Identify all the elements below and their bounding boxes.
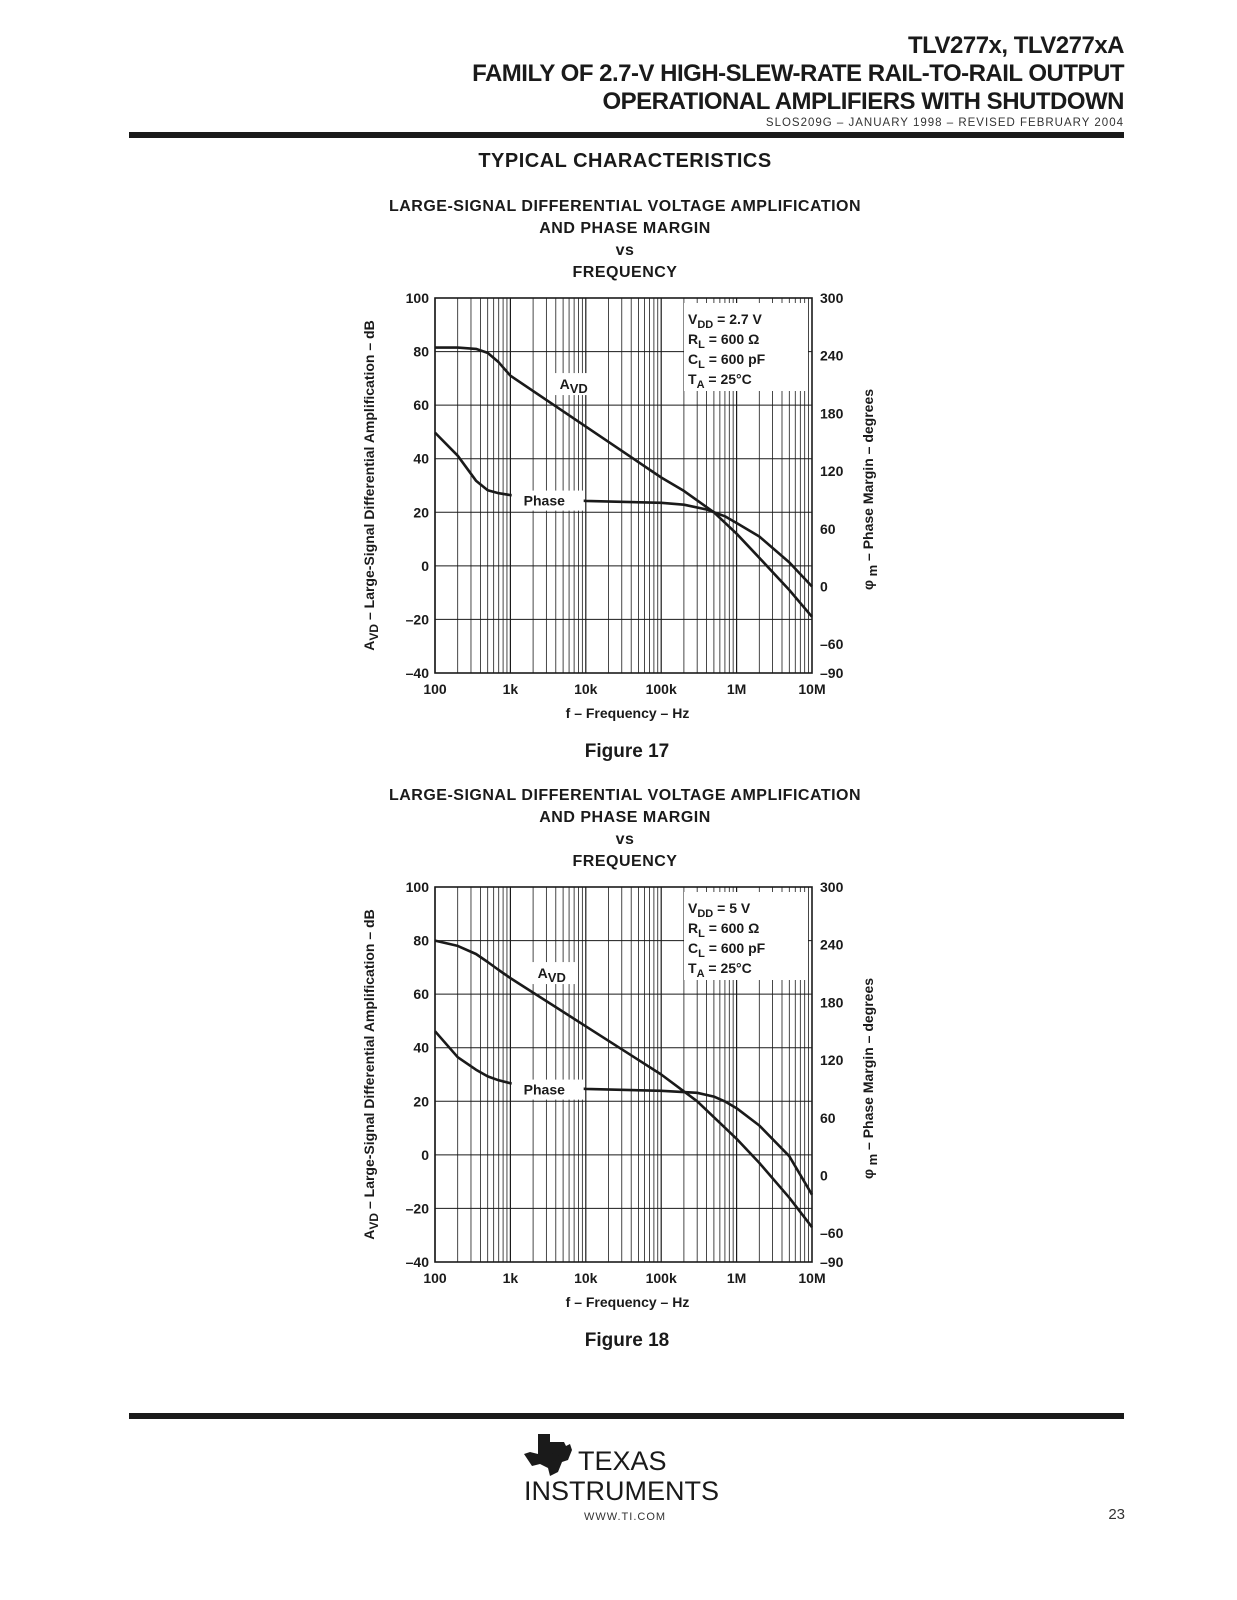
y-right-tick-label: 240 [820, 936, 844, 953]
y-left-tick-label: 100 [405, 290, 429, 306]
y-right-tick-label: 240 [820, 347, 844, 364]
x-tick-label: 1M [726, 1270, 747, 1286]
ti-mark: ti [550, 1449, 560, 1466]
texas-instruments-logo [520, 1432, 740, 1512]
x-tick-label: 100k [645, 1270, 677, 1286]
y-right-tick-label: 300 [820, 879, 844, 895]
x-tick-label: 1k [502, 1270, 519, 1286]
figure-17-caption: Figure 17 [584, 741, 670, 762]
condition-text: $T_A = 25^\circ C$ [688, 371, 752, 391]
chart-2-title [0, 785, 1237, 873]
page-number: 23 [1108, 1506, 1125, 1523]
y-right-tick-label: 120 [820, 463, 844, 480]
x-tick-label: 100k [645, 681, 677, 697]
y-right-tick-label: 180 [820, 405, 844, 422]
figure-18-caption: Figure 18 [584, 1330, 670, 1351]
x-tick-label: 10k [574, 681, 598, 697]
y-left-tick-label: 40 [413, 1039, 429, 1056]
y-left-axis-label: AVD – Large-Signal Differential Amplification – dB [361, 320, 381, 651]
x-tick-label: 100 [423, 1270, 447, 1286]
document-revision-info: SLOS209G – JANUARY 1998 – REVISED FEBRUARY 2004 [765, 117, 1124, 129]
y-right-tick-label: 300 [820, 290, 844, 306]
y-left-tick-label: –40 [405, 1254, 429, 1270]
y-right-tick-label: –90 [820, 1254, 844, 1270]
y-right-tick-label: 180 [820, 994, 844, 1011]
x-axis-label: f – Frequency – Hz [565, 1294, 690, 1310]
y-right-tick-label: 0 [820, 1167, 828, 1184]
chart-2-title-line: FREQUENCY [572, 853, 678, 870]
y-right-tick-label: –90 [820, 665, 844, 681]
y-right-axis-label: φ m – Phase Margin – degrees [860, 388, 880, 591]
y-left-tick-label: 40 [413, 450, 429, 467]
avd-label: AVD [559, 376, 588, 397]
y-left-axis-label: AVD – Large-Signal Differential Amplification – dB [361, 909, 381, 1240]
section-title: TYPICAL CHARACTERISTICS [478, 150, 772, 172]
y-left-tick-label: 100 [405, 879, 429, 895]
condition-text: $V_{DD} = 5$ V [688, 900, 751, 920]
y-left-tick-label: –20 [405, 1200, 429, 1217]
y-left-tick-label: 80 [413, 932, 429, 949]
phase-margin-line [435, 433, 812, 587]
y-right-tick-label: –60 [820, 1225, 844, 1242]
condition-text: $R_L = 600$ Ω [688, 331, 760, 351]
x-tick-label: 10M [798, 681, 826, 697]
document-title-line-1: FAMILY OF 2.7-V HIGH-SLEW-RATE RAIL-TO-RAIL OUTPUT [472, 60, 1124, 87]
condition-text: $V_{DD} = 2.7$ V [688, 311, 762, 331]
chart-2-title-line: LARGE-SIGNAL DIFFERENTIAL VOLTAGE AMPLIFICATION [388, 787, 862, 804]
y-right-tick-label: 0 [820, 578, 828, 595]
chart-1-title [0, 196, 1237, 284]
header-rule [129, 132, 1124, 138]
brand-line-1: TEXAS [578, 1446, 667, 1476]
figure-18-chart [350, 875, 890, 1315]
condition-text: $C_L = 600$ pF [688, 351, 766, 371]
chart-2-title-line: AND PHASE MARGIN [539, 809, 711, 826]
chart-2-title-line: vs [615, 831, 635, 848]
phase-label: Phase [523, 1081, 565, 1098]
chart-1-title-line: vs [615, 242, 635, 259]
y-right-axis-label: φ m – Phase Margin – degrees [860, 977, 880, 1180]
y-left-tick-label: 80 [413, 343, 429, 360]
y-left-tick-label: 60 [413, 986, 429, 1003]
avd-label: AVD [537, 965, 566, 986]
part-numbers: TLV277x, TLV277xA [907, 32, 1124, 59]
document-title-line-2: OPERATIONAL AMPLIFIERS WITH SHUTDOWN [602, 88, 1124, 115]
x-axis-label: f – Frequency – Hz [565, 705, 690, 721]
chart-1-title-line: LARGE-SIGNAL DIFFERENTIAL VOLTAGE AMPLIFICATION [388, 198, 862, 215]
condition-text: $T_A = 25^\circ C$ [688, 960, 752, 980]
y-right-tick-label: 60 [820, 1109, 836, 1126]
chart-1-title-line: FREQUENCY [572, 264, 678, 281]
footer-url: WWW.TI.COM [583, 1511, 667, 1523]
phase-margin-line [435, 1031, 812, 1195]
avd-gain-line [435, 941, 812, 1228]
chart-1-title-line: AND PHASE MARGIN [539, 220, 711, 237]
y-left-tick-label: 20 [413, 1093, 429, 1110]
y-right-tick-label: 120 [820, 1052, 844, 1069]
condition-text: $C_L = 600$ pF [688, 940, 766, 960]
y-left-tick-label: –40 [405, 665, 429, 681]
figure-17-chart [350, 286, 890, 726]
y-left-tick-label: 20 [413, 504, 429, 521]
x-tick-label: 10M [798, 1270, 826, 1286]
texas-state-icon [524, 1434, 572, 1476]
x-tick-label: 1k [502, 681, 519, 697]
x-tick-label: 100 [423, 681, 447, 697]
footer-rule [129, 1413, 1124, 1419]
y-right-tick-label: 60 [820, 520, 836, 537]
y-left-tick-label: –20 [405, 611, 429, 628]
y-left-tick-label: 0 [421, 557, 429, 574]
x-tick-label: 1M [726, 681, 747, 697]
condition-text: $R_L = 600$ Ω [688, 920, 760, 940]
y-right-tick-label: –60 [820, 636, 844, 653]
y-left-tick-label: 0 [421, 1146, 429, 1163]
brand-line-2: INSTRUMENTS [524, 1476, 719, 1506]
y-left-tick-label: 60 [413, 397, 429, 414]
phase-label: Phase [523, 492, 565, 509]
x-tick-label: 10k [574, 1270, 598, 1286]
